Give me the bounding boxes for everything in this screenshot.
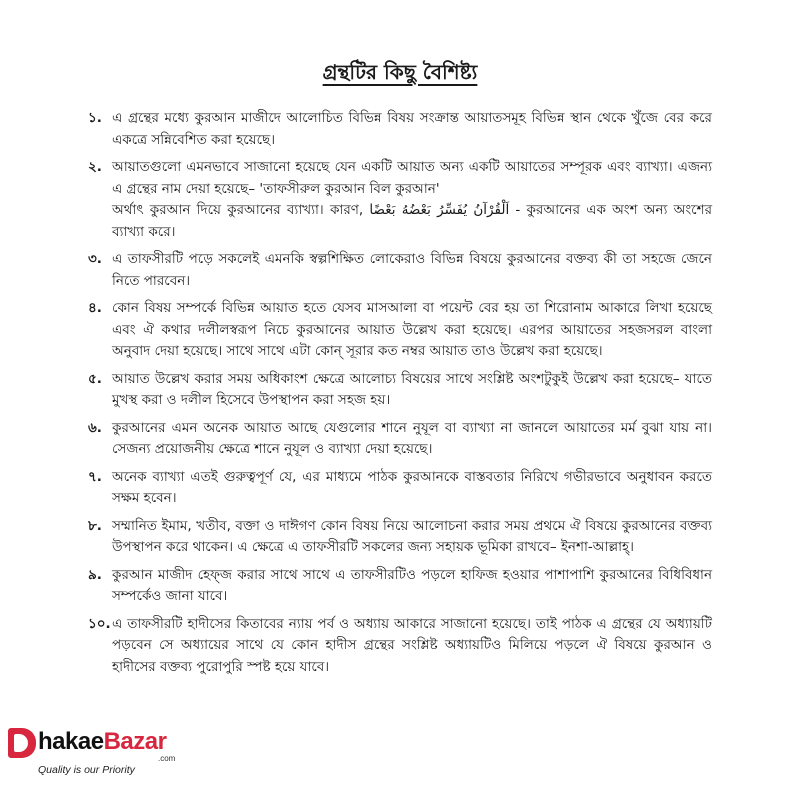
item-number: ৮. bbox=[88, 517, 102, 534]
item-text: সম্মানিত ইমাম, খতীব, বক্তা ও দাঈগণ কোন বিষয় নিয়ে আলোচনা করার সময় প্রথমে ঐ বিষয়ে কুরআনের বক্তব্য উপস্থাপন করে থাকেন। এ ক্ষেত্রে এ তাফসীরটি সকলের জন্য সহায়ক ভূমিকা রাখবে– ইনশা-আল্লাহ্। bbox=[112, 517, 712, 555]
feature-list bbox=[88, 108, 713, 684]
item-text-continued: অর্থাৎ কুরআন দিয়ে কুরআনের ব্যাখ্যা। কারণ, اَلْقُرْآنُ يُفَسِّرُ بَعْضُهُ بَعْضًا - কুরআনের এক অংশ অন্য অংশের ব্যাখ্যা করে। bbox=[112, 202, 713, 240]
brand-tagline: Quality is our Priority bbox=[38, 764, 135, 776]
item-text: কুরআনের এমন অনেক আয়াত আছে যেগুলোর শানে নুযূল বা ব্যাখ্যা না জানলে আয়াতের মর্ম বুঝা যায় না। সেজন্য প্রয়োজনীয় ক্ষেত্রে শানে নুযূল ও ব্যাখ্যা দেয়া হয়েছে। bbox=[112, 419, 712, 457]
item-number: ৯. bbox=[88, 566, 102, 583]
item-text: অনেক ব্যাখ্যা এতই গুরুত্বপূর্ণ যে, এর মাধ্যমে পাঠক কুরআনকে বাস্তবতার নিরিখে গভীরভাবে অনুধাবন করতে সক্ষম হবেন। bbox=[112, 468, 712, 506]
brand-dotcom: .com bbox=[158, 754, 176, 763]
item-text: আয়াত উল্লেখ করার সময় অধিকাংশ ক্ষেত্রে আলোচ্য বিষয়ের সাথে সংশ্লিষ্ট অংশটুকুই উল্লেখ করা হয়েছে– যাতে মুখস্থ করা ও দলীল হিসেবে উপস্থাপন করা সহজ হয়। bbox=[112, 370, 712, 408]
item-text: আয়াতগুলো এমনভাবে সাজানো হয়েছে যেন একটি আয়াত অন্য একটি আয়াতের সম্পূরক এবং ব্যাখ্যা। এজন্য এ গ্রন্থের নাম দেয়া হয়েছে– 'তাফসীরুল কুরআন বিল কুরআন' bbox=[112, 159, 712, 197]
brand-main: hakae bbox=[38, 728, 104, 755]
brand-accent: Bazar bbox=[103, 728, 167, 755]
item-number: ২. bbox=[88, 159, 102, 175]
list-item bbox=[88, 565, 712, 608]
item-number: ৪. bbox=[88, 300, 102, 316]
list-item bbox=[88, 157, 713, 243]
item-text: এ তাফসীরটি হাদীসের কিতাবের ন্যায় পর্ব ও অধ্যায় আকারে সাজানো হয়েছে। তাই পাঠক এ গ্রন্থের যে অধ্যায়টি পড়বেন সে অধ্যায়ের সাথে যে কোন হাদীস গ্রন্থের সংশ্লিষ্ট অধ্যায়টিও মিলিয়ে পড়লে ঐ বিষয়ে কুরআন ও হাদীসের বক্তব্য পুরোপুরি স্পষ্ট হয়ে যাবে। bbox=[112, 615, 712, 675]
item-number: ৭. bbox=[88, 468, 102, 485]
page-title: গ্রন্থটির কিছু বৈশিষ্ট্য bbox=[322, 60, 478, 84]
item-number: ১. bbox=[88, 110, 102, 126]
item-number: ৩. bbox=[88, 251, 102, 267]
d-letter-logo-icon bbox=[8, 728, 36, 758]
list-item bbox=[88, 418, 712, 461]
brand-name bbox=[38, 728, 166, 756]
store-watermark-logo bbox=[8, 724, 208, 780]
item-text: এ তাফসীরটি পড়ে সকলেই এমনকি স্বল্পশিক্ষিত লোকেরাও বিভিন্ন বিষয়ে কুরআনের বক্তব্য কী তা সহজে জেনে নিতে পারবেন। bbox=[112, 251, 712, 289]
item-number: ৬. bbox=[88, 419, 102, 436]
list-item bbox=[88, 369, 712, 412]
item-text: এ গ্রন্থের মধ্যে কুরআন মাজীদে আলোচিত বিভিন্ন বিষয় সংক্রান্ত আয়াতসমূহ বিভিন্ন স্থান থেকে খুঁজে বের করে একত্রে সন্নিবেশিত করা হয়েছে। bbox=[112, 110, 712, 148]
list-item bbox=[88, 298, 712, 363]
list-item bbox=[88, 249, 712, 292]
item-text: কোন বিষয় সম্পর্কে বিভিন্ন আয়াত হতে যেসব মাসআলা বা পয়েন্ট বের হয় তা শিরোনাম আকারে লিখা হয়েছে এবং ঐ কথার দলীলস্বরূপ নিচে কুরআনের আয়াত উল্লেখ করা হয়েছে। এরপর আয়াতের সহজসরল বাংলা অনুবাদ দেয়া হয়েছে। সাথে সাথে এটা কোন্ সূরার কত নম্বর আয়াত তাও উল্লেখ করা হয়েছে। bbox=[112, 300, 712, 359]
list-item bbox=[88, 467, 712, 510]
item-text: কুরআন মাজীদ হেফ্জ করার সাথে সাথে এ তাফসীরটিও পড়লে হাফিজ হওয়ার পাশাপাশি কুরআনের বিধিবিধান সম্পর্কেও জানা যাবে। bbox=[112, 566, 712, 604]
list-item bbox=[88, 614, 712, 679]
item-number: ৫. bbox=[88, 370, 102, 387]
item-number: ১০. bbox=[88, 615, 111, 632]
list-item bbox=[88, 108, 712, 151]
list-item bbox=[88, 516, 712, 559]
